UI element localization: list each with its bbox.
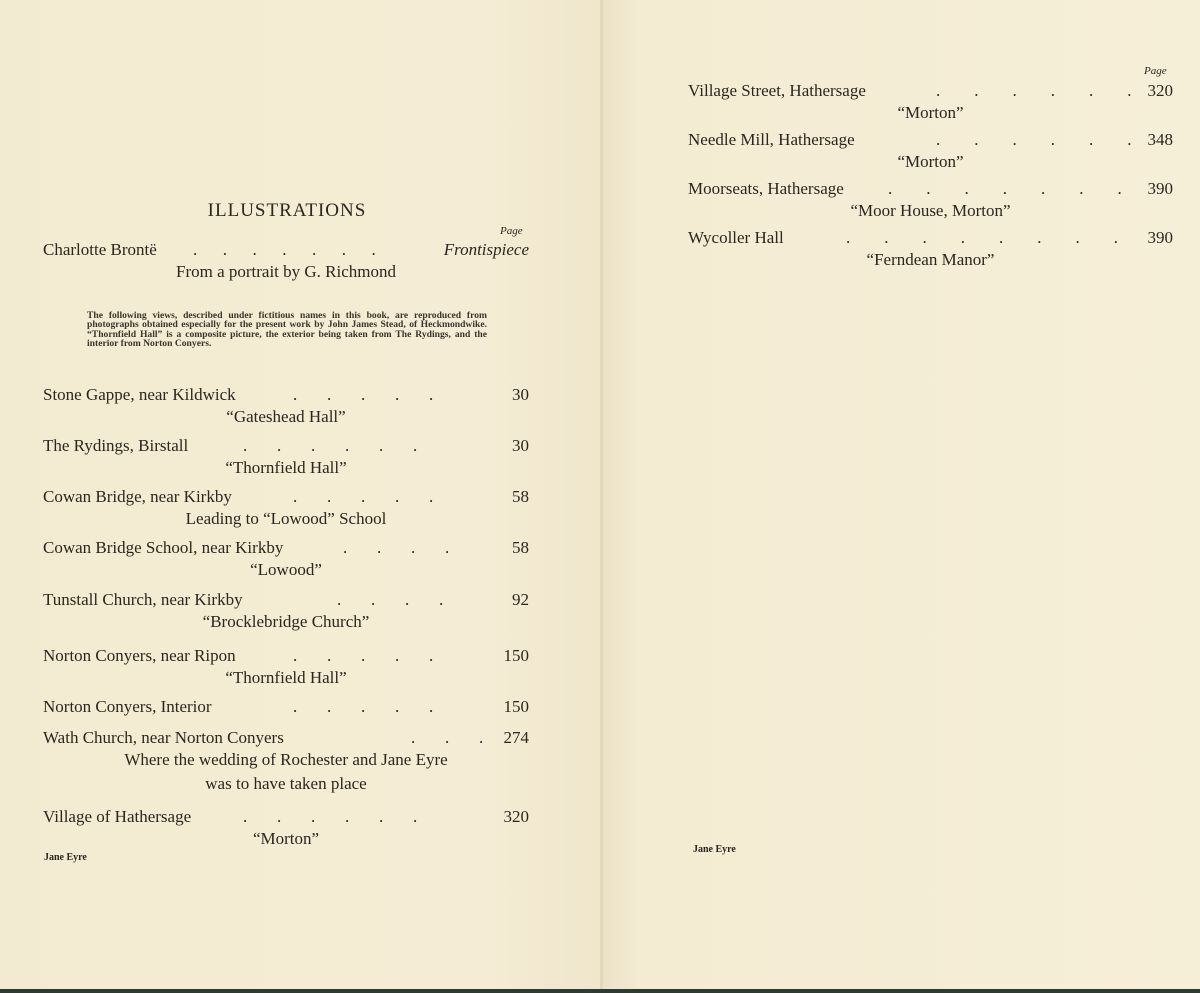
entry-title: Stone Gappe, near Kildwick: [43, 385, 236, 404]
leader-dots: . . . . . . .: [888, 179, 1122, 198]
entry-subtitle: From a portrait by G. Richmond: [175, 262, 397, 281]
entry-subtitle: “Thornfield Hall”: [225, 668, 347, 687]
entry-page: 30: [512, 385, 529, 404]
leader-dots: . . . . . .: [243, 807, 418, 826]
page-footer: Jane Eyre: [693, 844, 736, 855]
entry-subtitle: “Thornfield Hall”: [225, 458, 347, 477]
leader-dots: . . . . .: [293, 646, 434, 665]
right-page: [603, 0, 1200, 989]
illustration-entry: [688, 179, 1173, 225]
entry-subtitle: “Lowood”: [250, 560, 322, 579]
entry-subtitle: Leading to “Lowood” School: [185, 509, 387, 528]
leader-dots: . . . . . .: [936, 81, 1132, 100]
entry-title: The Rydings, Birstall: [43, 436, 189, 455]
page-footer: Jane Eyre: [44, 852, 87, 863]
entry-page: 150: [503, 646, 529, 665]
entry-page: 150: [503, 697, 529, 716]
leader-dots: . . . .: [343, 538, 450, 557]
entry-page: 320: [503, 807, 529, 826]
leader-dots: . . . . . .: [936, 130, 1132, 149]
illustration-entry: [43, 385, 529, 431]
entry-page: 30: [512, 436, 529, 455]
illustration-entry: [43, 728, 529, 798]
leader-dots: . . . . . .: [243, 436, 418, 455]
illustration-entry: [688, 130, 1173, 176]
explanatory-note: The following views, described under fictitious names in this book, are reproduced from photographs obtained especially for the present work by John James Stead, of Heckmondwike. “Thornfield Hall” is a composite picture, the exterior being taken from The Rydings, and the interior from Norton Conyers.: [87, 310, 487, 350]
page-column-label: Page: [500, 225, 523, 237]
illustration-entry: [43, 538, 529, 584]
entry-page: 92: [512, 590, 529, 609]
leader-dots: . . .: [411, 728, 484, 747]
entry-title: Wycoller Hall: [688, 228, 784, 247]
entry-title: Wath Church, near Norton Conyers: [43, 728, 284, 747]
leader-dots: . . . . .: [293, 487, 434, 506]
leader-dots: . . . . . . .: [193, 240, 376, 259]
leader-dots: . . . . . . . .: [846, 228, 1118, 247]
entry-title: Charlotte Brontë: [43, 240, 157, 259]
entry-page: 58: [512, 487, 529, 506]
entry-title: Village of Hathersage: [43, 807, 192, 826]
entry-page: 274: [503, 728, 529, 747]
page-column-label: Page: [1144, 65, 1167, 77]
illustrations-heading: ILLUSTRATIONS: [207, 200, 367, 221]
entry-page: Frontispiece: [443, 240, 529, 259]
entry-subtitle: “Morton”: [252, 829, 320, 848]
entry-page: 390: [1147, 179, 1173, 198]
entry-title: Village Street, Hathersage: [688, 81, 866, 100]
entry-subtitle: “Gateshead Hall”: [226, 407, 346, 426]
entry-subtitle: “Ferndean Manor”: [866, 250, 995, 269]
illustration-entry: [43, 487, 529, 533]
entry-title: Norton Conyers, Interior: [43, 697, 212, 716]
illustration-entry: [43, 646, 529, 692]
illustration-entry: [688, 81, 1173, 127]
entry-title: Moorseats, Hathersage: [688, 179, 844, 198]
entry-title: Cowan Bridge School, near Kirkby: [43, 538, 284, 557]
entry-title: Needle Mill, Hathersage: [688, 130, 855, 149]
illustration-entry: [43, 436, 529, 482]
entry-subtitle: “Morton”: [897, 103, 964, 122]
entry-page: 320: [1147, 81, 1173, 100]
entry-subtitle: “Morton”: [897, 152, 964, 171]
entry-title: Cowan Bridge, near Kirkby: [43, 487, 232, 506]
illustration-entry: [43, 590, 529, 636]
illustration-entry: [43, 697, 529, 719]
entry-page: 390: [1147, 228, 1173, 247]
entry-subtitle-continued: was to have taken place: [205, 774, 367, 793]
entry-title: Norton Conyers, near Ripon: [43, 646, 236, 665]
illustration-entry: [43, 807, 529, 853]
entry-page: 58: [512, 538, 529, 557]
entry-page: 348: [1147, 130, 1173, 149]
entry-title: Tunstall Church, near Kirkby: [43, 590, 243, 609]
frontispiece-entry: [43, 240, 529, 286]
leader-dots: . . . . .: [293, 697, 434, 716]
entry-subtitle: “Brocklebridge Church”: [202, 612, 370, 631]
leader-dots: . . . .: [337, 590, 444, 609]
leader-dots: . . . . .: [293, 385, 434, 404]
entry-subtitle: Where the wedding of Rochester and Jane Eyre: [124, 750, 448, 769]
entry-subtitle: “Moor House, Morton”: [850, 201, 1011, 220]
illustration-entry: [688, 228, 1173, 274]
